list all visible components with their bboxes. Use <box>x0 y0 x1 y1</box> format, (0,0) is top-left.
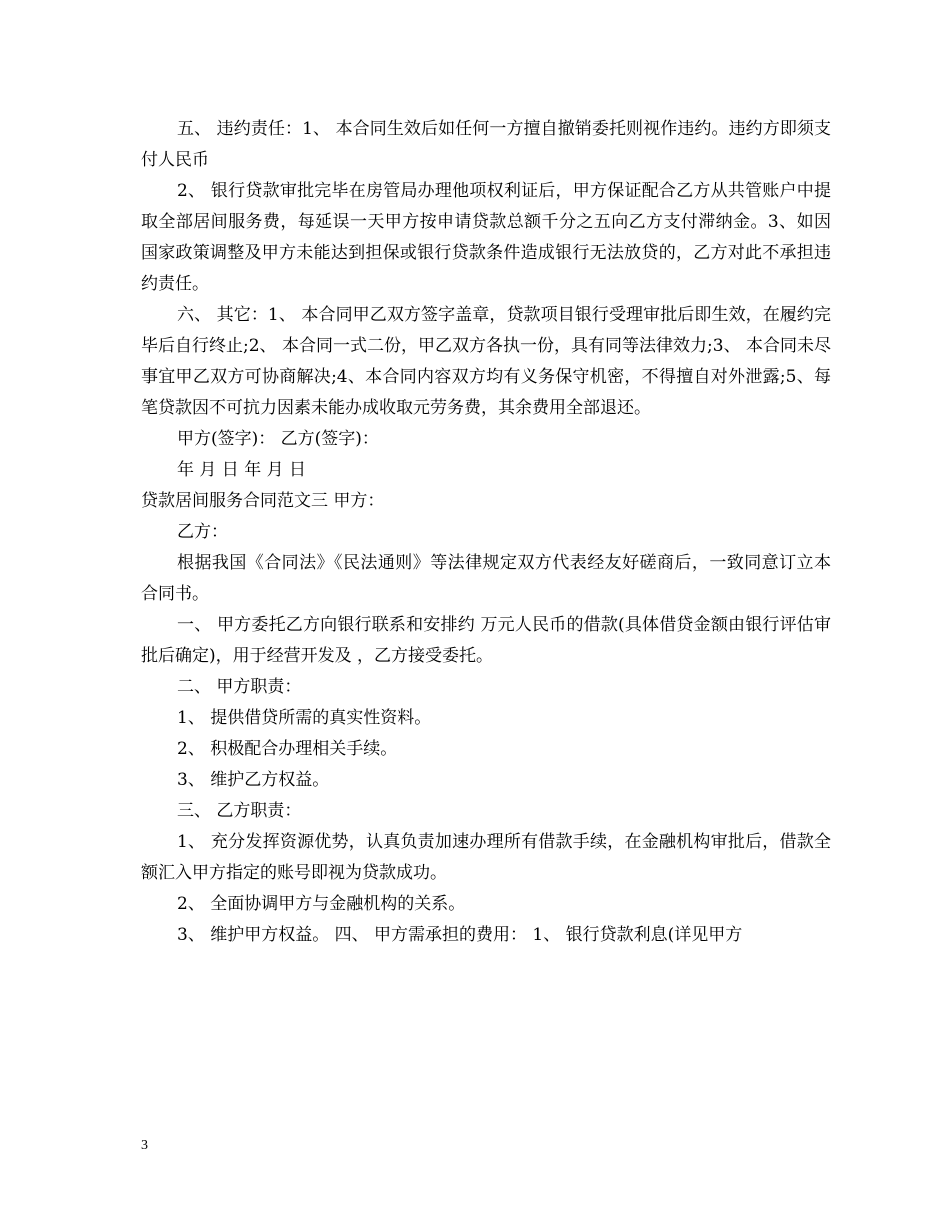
list-item: 2、 全面协调甲方与金融机构的关系。 <box>177 894 466 914</box>
page-number: 3 <box>141 1138 148 1153</box>
document-body <box>141 114 831 951</box>
list-item: 1、 充分发挥资源优势，认真负责加速办理所有借款手续，在金融机构审批后，借款全额汇入甲方指定的账号即视为贷款成功。 <box>141 832 831 883</box>
party-b-line: 乙方： <box>177 522 228 542</box>
paragraph-preamble: 根据我国《合同法》《民法通则》等法律规定双方代表经友好磋商后，一致同意订立本合同书。 <box>141 553 831 604</box>
list-item: 3、 维护乙方权益。 <box>177 770 330 790</box>
list-item: 2、 积极配合办理相关手续。 <box>177 739 398 759</box>
section-heading-sample-three: 贷款居间服务合同范文三 甲方： <box>141 491 385 511</box>
heading-party-a-duties: 二、 甲方职责： <box>177 677 302 697</box>
paragraph-clause-1: 一、 甲方委托乙方向银行联系和安排约 万元人民币的借款(具体借贷金额由银行评估审批后确定)，用于经营开发及 ，乙方接受委托。 <box>141 615 831 666</box>
date-line: 年 月 日 年 月 日 <box>177 460 307 480</box>
paragraph-breach-item-2-3: 2、 银行贷款审批完毕在房管局办理他项权利证后，甲方保证配合乙方从共管账户中提取全部居间服务费，每延误一天甲方按申请贷款总额千分之五向乙方支付滞纳金。3、如因国家政策调整及甲方未能达到担保或银行贷款条件造成银行无法放贷的，乙方对此不承担违约责任。 <box>141 181 831 294</box>
paragraph-breach-liability: 五、 违约责任：1、 本合同生效后如任何一方擅自撤销委托则视作违约。违约方即须支付人民币 <box>141 119 831 170</box>
list-item: 3、 维护甲方权益。 四、 甲方需承担的费用： 1、 银行贷款利息(详见甲方 <box>177 925 743 945</box>
paragraph-other-terms: 六、 其它：1、 本合同甲乙双方签字盖章，贷款项目银行受理审批后即生效，在履约完毕后自行终止;2、 本合同一式二份，甲乙双方各执一份，具有同等法律效力;3、 本合同未尽事宜甲乙双方可协商解决;4、本合同内容双方均有义务保守机密，不得擅自对外泄露;5、每笔贷款因不可抗力因素未能办成收取元劳务费，其余费用全部退还。 <box>141 305 831 418</box>
signature-line: 甲方(签字)： 乙方(签字)： <box>177 429 379 449</box>
heading-party-b-duties: 三、 乙方职责： <box>177 801 302 821</box>
list-item: 1、 提供借贷所需的真实性资料。 <box>177 708 432 728</box>
